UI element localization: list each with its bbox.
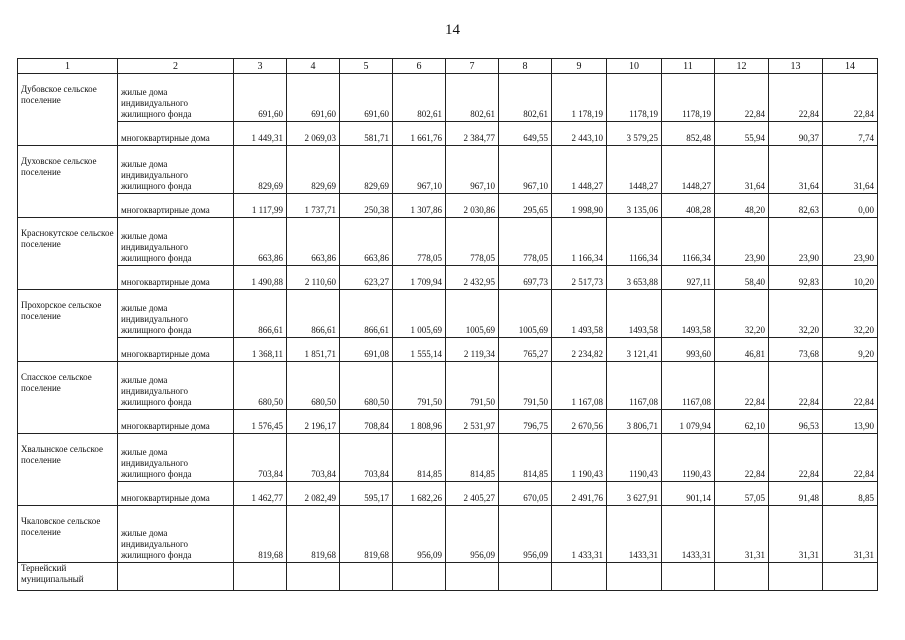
empty-cell (715, 563, 769, 591)
housing-type: жилые дома индивидуального жилищного фонда (118, 146, 234, 194)
column-header: 8 (499, 59, 552, 74)
housing-type: многоквартирные дома (118, 122, 234, 146)
value-cell: 866,61 (340, 290, 393, 338)
value-cell: 691,60 (340, 74, 393, 122)
value-cell: 32,20 (715, 290, 769, 338)
page-number: 14 (445, 22, 460, 38)
value-cell: 22,84 (823, 434, 878, 482)
value-cell: 1 576,45 (234, 410, 287, 434)
value-cell: 1 851,71 (287, 338, 340, 362)
value-cell: 866,61 (234, 290, 287, 338)
value-cell: 1 709,94 (393, 266, 446, 290)
settlement-name: Дубовское сельское поселение (18, 74, 118, 146)
settlement-name: Краснокутское сельское поселение (18, 218, 118, 290)
housing-type: жилые дома индивидуального жилищного фонда (118, 74, 234, 122)
value-cell: 1167,08 (662, 362, 715, 410)
value-cell: 1 448,27 (552, 146, 607, 194)
value-cell: 663,86 (234, 218, 287, 266)
value-cell: 2 670,56 (552, 410, 607, 434)
value-cell: 23,90 (715, 218, 769, 266)
value-cell: 956,09 (446, 506, 499, 563)
value-cell: 814,85 (499, 434, 552, 482)
value-cell: 993,60 (662, 338, 715, 362)
value-cell: 48,20 (715, 194, 769, 218)
value-cell: 2 069,03 (287, 122, 340, 146)
empty-cell (446, 563, 499, 591)
value-cell: 691,08 (340, 338, 393, 362)
value-cell: 791,50 (446, 362, 499, 410)
table-row (18, 74, 878, 122)
value-cell: 46,81 (715, 338, 769, 362)
settlement-name: Духовское сельское поселение (18, 146, 118, 218)
value-cell: 2 517,73 (552, 266, 607, 290)
value-cell: 1 079,94 (662, 410, 715, 434)
value-cell: 1493,58 (607, 290, 662, 338)
value-cell: 691,60 (234, 74, 287, 122)
empty-cell (769, 563, 823, 591)
value-cell: 1 433,31 (552, 506, 607, 563)
value-cell: 1433,31 (662, 506, 715, 563)
value-cell: 663,86 (287, 218, 340, 266)
value-cell: 22,84 (715, 434, 769, 482)
value-cell: 1178,19 (607, 74, 662, 122)
value-cell: 9,20 (823, 338, 878, 362)
empty-cell (552, 563, 607, 591)
column-header: 9 (552, 59, 607, 74)
value-cell: 829,69 (287, 146, 340, 194)
value-cell: 1 368,11 (234, 338, 287, 362)
column-header: 6 (393, 59, 446, 74)
value-cell: 2 030,86 (446, 194, 499, 218)
settlement-name: Тернейский муниципальный (18, 563, 118, 591)
table-row (18, 506, 878, 563)
value-cell: 967,10 (393, 146, 446, 194)
value-cell: 802,61 (446, 74, 499, 122)
value-cell: 1 307,86 (393, 194, 446, 218)
value-cell: 2 405,27 (446, 482, 499, 506)
value-cell: 31,31 (715, 506, 769, 563)
value-cell: 2 491,76 (552, 482, 607, 506)
value-cell: 2 432,95 (446, 266, 499, 290)
value-cell: 22,84 (715, 362, 769, 410)
value-cell: 31,64 (715, 146, 769, 194)
value-cell: 581,71 (340, 122, 393, 146)
table-row (18, 218, 878, 266)
value-cell: 956,09 (499, 506, 552, 563)
value-cell: 829,69 (340, 146, 393, 194)
value-cell: 778,05 (499, 218, 552, 266)
value-cell: 967,10 (446, 146, 499, 194)
value-cell: 55,94 (715, 122, 769, 146)
column-header: 3 (234, 59, 287, 74)
value-cell: 22,84 (769, 434, 823, 482)
value-cell: 57,05 (715, 482, 769, 506)
value-cell: 2 531,97 (446, 410, 499, 434)
value-cell: 22,84 (769, 74, 823, 122)
value-cell: 23,90 (769, 218, 823, 266)
value-cell: 1166,34 (662, 218, 715, 266)
value-cell: 1448,27 (662, 146, 715, 194)
value-cell: 2 110,60 (287, 266, 340, 290)
value-cell: 250,38 (340, 194, 393, 218)
value-cell: 852,48 (662, 122, 715, 146)
value-cell: 703,84 (287, 434, 340, 482)
column-header: 11 (662, 59, 715, 74)
value-cell: 819,68 (287, 506, 340, 563)
column-header: 7 (446, 59, 499, 74)
value-cell: 1 682,26 (393, 482, 446, 506)
value-cell: 13,90 (823, 410, 878, 434)
value-cell: 92,83 (769, 266, 823, 290)
column-header: 2 (118, 59, 234, 74)
value-cell: 1 005,69 (393, 290, 446, 338)
value-cell: 680,50 (287, 362, 340, 410)
value-cell: 31,64 (769, 146, 823, 194)
value-cell: 3 653,88 (607, 266, 662, 290)
value-cell: 691,60 (287, 74, 340, 122)
table-row (18, 122, 878, 146)
column-header: 1 (18, 59, 118, 74)
housing-type: жилые дома индивидуального жилищного фонда (118, 362, 234, 410)
value-cell: 1 661,76 (393, 122, 446, 146)
value-cell: 1 117,99 (234, 194, 287, 218)
value-cell: 2 384,77 (446, 122, 499, 146)
value-cell: 791,50 (393, 362, 446, 410)
housing-type: жилые дома индивидуального жилищного фонда (118, 218, 234, 266)
value-cell: 32,20 (769, 290, 823, 338)
value-cell: 3 627,91 (607, 482, 662, 506)
value-cell: 814,85 (393, 434, 446, 482)
value-cell: 22,84 (823, 74, 878, 122)
settlement-name: Спасское сельское поселение (18, 362, 118, 434)
value-cell: 295,65 (499, 194, 552, 218)
table-row (18, 482, 878, 506)
value-cell: 1 490,88 (234, 266, 287, 290)
value-cell: 22,84 (823, 362, 878, 410)
value-cell: 649,55 (499, 122, 552, 146)
value-cell: 22,84 (769, 362, 823, 410)
empty-cell (607, 563, 662, 591)
value-cell: 697,73 (499, 266, 552, 290)
settlement-name: Прохорское сельское поселение (18, 290, 118, 362)
value-cell: 1190,43 (607, 434, 662, 482)
value-cell: 956,09 (393, 506, 446, 563)
empty-cell (499, 563, 552, 591)
housing-type: многоквартирные дома (118, 266, 234, 290)
value-cell: 595,17 (340, 482, 393, 506)
value-cell: 1 493,58 (552, 290, 607, 338)
table-row (18, 563, 878, 591)
housing-type: многоквартирные дома (118, 482, 234, 506)
value-cell: 1190,43 (662, 434, 715, 482)
table-row (18, 434, 878, 482)
value-cell: 3 806,71 (607, 410, 662, 434)
value-cell: 1178,19 (662, 74, 715, 122)
value-cell: 1 167,08 (552, 362, 607, 410)
value-cell: 82,63 (769, 194, 823, 218)
table-row (18, 338, 878, 362)
empty-cell (118, 563, 234, 591)
empty-cell (234, 563, 287, 591)
value-cell: 1493,58 (662, 290, 715, 338)
value-cell: 680,50 (234, 362, 287, 410)
value-cell: 819,68 (340, 506, 393, 563)
column-header: 4 (287, 59, 340, 74)
empty-cell (287, 563, 340, 591)
column-header: 12 (715, 59, 769, 74)
value-cell: 10,20 (823, 266, 878, 290)
value-cell: 1448,27 (607, 146, 662, 194)
value-cell: 91,48 (769, 482, 823, 506)
table-row (18, 290, 878, 338)
value-cell: 3 121,41 (607, 338, 662, 362)
value-cell: 22,84 (715, 74, 769, 122)
value-cell: 8,85 (823, 482, 878, 506)
value-cell: 0,00 (823, 194, 878, 218)
value-cell: 2 196,17 (287, 410, 340, 434)
value-cell: 1005,69 (499, 290, 552, 338)
value-cell: 708,84 (340, 410, 393, 434)
value-cell: 7,74 (823, 122, 878, 146)
value-cell: 1167,08 (607, 362, 662, 410)
value-cell: 31,31 (769, 506, 823, 563)
value-cell: 1 998,90 (552, 194, 607, 218)
value-cell: 663,86 (340, 218, 393, 266)
value-cell: 829,69 (234, 146, 287, 194)
value-cell: 802,61 (499, 74, 552, 122)
value-cell: 819,68 (234, 506, 287, 563)
housing-type: многоквартирные дома (118, 194, 234, 218)
value-cell: 703,84 (340, 434, 393, 482)
empty-cell (340, 563, 393, 591)
value-cell: 703,84 (234, 434, 287, 482)
value-cell: 3 579,25 (607, 122, 662, 146)
value-cell: 1 449,31 (234, 122, 287, 146)
value-cell: 802,61 (393, 74, 446, 122)
value-cell: 680,50 (340, 362, 393, 410)
value-cell: 1005,69 (446, 290, 499, 338)
housing-type: жилые дома индивидуального жилищного фонда (118, 434, 234, 482)
housing-type: жилые дома индивидуального жилищного фонда (118, 506, 234, 563)
value-cell: 31,64 (823, 146, 878, 194)
table-row (18, 362, 878, 410)
value-cell: 32,20 (823, 290, 878, 338)
table-row (18, 266, 878, 290)
value-cell: 23,90 (823, 218, 878, 266)
value-cell: 791,50 (499, 362, 552, 410)
value-cell: 62,10 (715, 410, 769, 434)
value-cell: 96,53 (769, 410, 823, 434)
housing-type: жилые дома индивидуального жилищного фонда (118, 290, 234, 338)
value-cell: 796,75 (499, 410, 552, 434)
value-cell: 1 737,71 (287, 194, 340, 218)
value-cell: 670,05 (499, 482, 552, 506)
value-cell: 73,68 (769, 338, 823, 362)
empty-cell (662, 563, 715, 591)
housing-type: многоквартирные дома (118, 338, 234, 362)
table-row (18, 194, 878, 218)
value-cell: 2 443,10 (552, 122, 607, 146)
value-cell: 1 462,77 (234, 482, 287, 506)
value-cell: 2 119,34 (446, 338, 499, 362)
tariff-table (17, 58, 878, 591)
value-cell: 90,37 (769, 122, 823, 146)
housing-type: многоквартирные дома (118, 410, 234, 434)
value-cell: 623,27 (340, 266, 393, 290)
value-cell: 967,10 (499, 146, 552, 194)
value-cell: 408,28 (662, 194, 715, 218)
value-cell: 2 234,82 (552, 338, 607, 362)
column-header: 5 (340, 59, 393, 74)
value-cell: 765,27 (499, 338, 552, 362)
value-cell: 2 082,49 (287, 482, 340, 506)
value-cell: 901,14 (662, 482, 715, 506)
settlement-name: Чкаловское сельское поселение (18, 506, 118, 563)
value-cell: 31,31 (823, 506, 878, 563)
settlement-name: Хвалынское сельское поселение (18, 434, 118, 506)
value-cell: 1 166,34 (552, 218, 607, 266)
value-cell: 1 808,96 (393, 410, 446, 434)
empty-cell (393, 563, 446, 591)
value-cell: 1 555,14 (393, 338, 446, 362)
value-cell: 814,85 (446, 434, 499, 482)
column-header: 13 (769, 59, 823, 74)
value-cell: 3 135,06 (607, 194, 662, 218)
value-cell: 778,05 (393, 218, 446, 266)
table-row (18, 410, 878, 434)
table-row (18, 146, 878, 194)
value-cell: 778,05 (446, 218, 499, 266)
value-cell: 1 190,43 (552, 434, 607, 482)
value-cell: 1166,34 (607, 218, 662, 266)
column-header: 14 (823, 59, 878, 74)
value-cell: 866,61 (287, 290, 340, 338)
header-row (18, 59, 878, 74)
value-cell: 58,40 (715, 266, 769, 290)
empty-cell (823, 563, 878, 591)
column-header: 10 (607, 59, 662, 74)
value-cell: 1 178,19 (552, 74, 607, 122)
value-cell: 927,11 (662, 266, 715, 290)
value-cell: 1433,31 (607, 506, 662, 563)
